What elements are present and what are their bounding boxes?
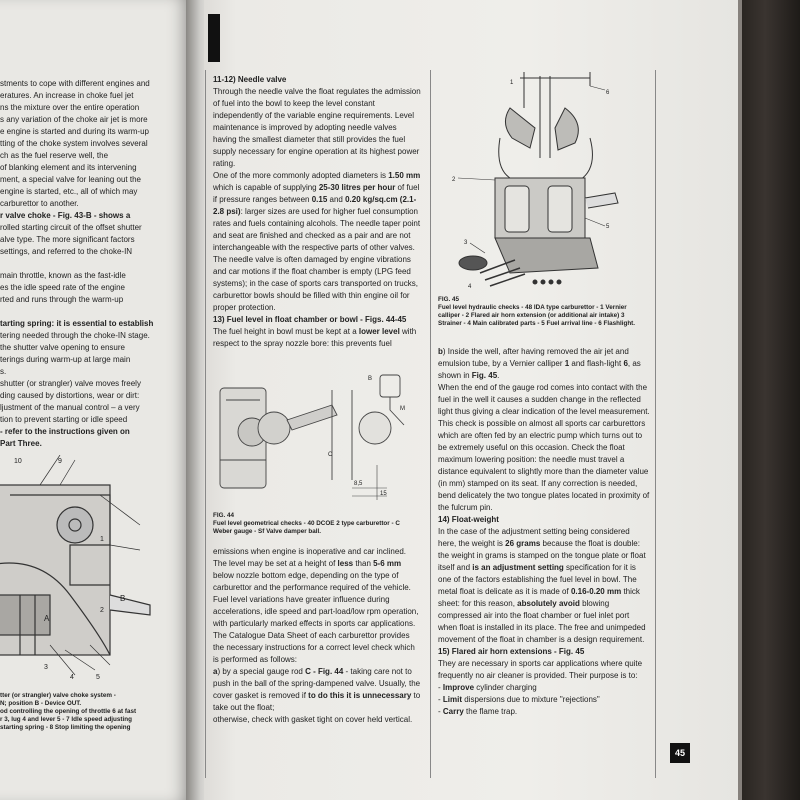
fig45-label: 1 [510,80,514,86]
paragraph: b) Inside the well, after having removed the air jet and emulsion tube, by a Vernier calliper 1 and flash-light 6, as shown in Fig. 45. [438,347,641,380]
fig44-label: M [400,406,405,412]
caption-line: starting spring - 8 Stop limiting the opening [0,724,131,731]
text-line: tering needed through the choke-IN stage. [0,331,150,340]
text-line: main throttle, known as the fast-idle [0,271,126,280]
diagram-label: 9 [58,458,62,465]
fig44-diagram [212,370,422,505]
text-line: ns the mixture over the entire operation [0,103,140,112]
caption-line: N; position B - Device OUT. [0,700,82,707]
text-line: tting of the choke system involves several [0,139,148,148]
text-line: tion to prevent starting or idle speed [0,415,128,424]
bullet-item: - Limit dispersions due to mixture "rejections" [438,695,600,704]
section-heading: 15) Flared air horn extensions - Fig. 45 [438,647,585,656]
fig45-diagram [440,68,650,298]
paragraph: The fuel height in bowl must be kept at a lower level with respect to the spray nozzle bore: this prevents fuel [213,327,417,348]
figure-caption-text: Fuel level hydraulic checks - 48 IDA type carburettor - 1 Vernier calliper - 2 Flared air horn extension (or additional air intake) 3 Strainer - 4 Main calibrated parts - 5 Fuel arrival line - 6 Flashlight. [438,304,636,327]
bullet-item: - Carry the flame trap. [438,707,518,716]
section-tab [208,14,220,62]
text-line: rted and runs through the warm-up [0,295,124,304]
paragraph: One of the more commonly adopted diameters is 1.50 mm which is capable of supplying 25-30 litres per hour of fuel if pressure ranges between 0.15 and 0.20 kg/sq.cm (2.1-2.8 psi): larger sizes are used for higher fuel consumption rates and fuels containing alcohols. The needle taper point and seat are finished and checked as a pair and are not interchangeable with the respective parts of other valves. The needle valve is often damaged by engine vibrations and car motions if the float chamber is empty (LPG feed systems); in the case of sports cars transported on trucks, carburettor bowls should be filled with thin engine oil for proper protection. [213,171,421,312]
text-line: e engine is started and during its warm-up [0,127,149,136]
text-column-1-lower [213,546,421,726]
column-rule [205,70,206,778]
fig45-caption [438,296,648,328]
left-figure-caption [0,692,136,732]
paragraph: otherwise, check with gasket tight on cover held vertical. [213,715,413,724]
binder-edge [742,0,800,800]
left-page [0,0,190,800]
diagram-label: 10 [14,458,22,465]
paragraph: They are necessary in sports car applications where quite frequently no air cleaner is provided. Their purpose is to: [438,659,643,680]
fig45-label: 2 [452,177,456,183]
fig44-label: 8,5 [354,481,363,487]
text-line: settings, and referred to the choke-IN [0,247,133,256]
text-line: engine is started, etc., all of which may [0,187,138,196]
figure-title: FIG. 45 [438,296,459,303]
text-line [0,258,180,270]
text-column-2 [438,346,650,718]
bullet-item: - Improve cylinder charging [438,683,537,692]
text-line: of blanking element and its intervening [0,163,137,172]
caption-line: od controlling the opening of throttle 6 at fast [0,708,137,715]
diagram-label: A [44,614,50,623]
text-line: Part Three. [0,439,42,448]
fig44-label: 15 [380,491,387,497]
text-line: ch as the fuel reserve well, the [0,151,109,160]
fig45-label: 6 [606,90,610,96]
text-line: ljustment of the manual control – a very [0,403,140,412]
text-line: eratures. An increase in choke fuel jet [0,91,134,100]
text-line: alve type. The more significant factors [0,235,135,244]
fig44-caption [213,512,418,536]
fig44-label: C [328,452,333,458]
text-line: shutter (or strangler) valve moves freely [0,379,141,388]
paragraph: In the case of the adjustment setting being considered here, the weight is 26 grams because the float is double: the weight in grams is stamped on the tongue plate or float itself and is an adjustment setting specification for it is one of the factors establishing the fuel level in bowl. The metal float is delicate as it is made of 0.16-0.20 mm thick sheet: for this reason, absolutely avoid blowing compressed air into the float chamber or fuel inlet port when float is installed in its place. The free and unimpeded movement of the float in chamber is a design requirement. [438,527,646,644]
choke-system-diagram [0,455,190,680]
fig44-label: B [368,376,373,382]
figure-caption-text: Fuel level geometrical checks - 40 DCOE 2 type carburettor - C Weber gauge - Sf Valve damper ball. [213,520,400,535]
text-line: stments to cope with different engines and [0,79,150,88]
fig45-label: 3 [464,240,468,246]
paragraph: emissions when engine is inoperative and car inclined. The level may be set at a height of less than 5-6 mm below nozzle bottom edge, depending on the type of carburettor and the performance required of the vehicle. Fuel level variations have greater influence during accelerations, idle speed and part-load/low rpm operation, with particularly marked effects in sports car applications. The Catalogue Data Sheet of each carburettor provides the necessary instructions for a correct level check which is performed as follows: [213,547,419,664]
diagram-label: 2 [100,607,104,614]
text-line: rolled starting circuit of the offset shutter [0,223,142,232]
paragraph: a) by a special gauge rod C - Fig. 44 - taking care not to push in the ball of the spring-dampened valve. Usually, the cover gasket is removed if to do this it is unnecessary to take out the float; [213,667,421,712]
column-rule [655,70,656,778]
text-line: s any variation of the choke air jet is more [0,115,148,124]
diagram-label: 1 [100,536,104,543]
text-line [0,306,180,318]
text-line: s. [0,367,7,376]
text-column-1 [213,74,421,350]
left-page-text [0,78,180,450]
text-line: ding caused by distortions, wear or dirt: [0,391,140,400]
text-line: the shutter valve opening to ensure [0,343,125,352]
section-heading: 13) Fuel level in float chamber or bowl - Figs. 44-45 [213,315,407,324]
text-line: tarting spring: it is essential to establish [0,319,154,328]
column-rule [430,70,431,778]
text-line: r valve choke - Fig. 43-B - shows a [0,211,131,220]
fig45-label: 4 [468,284,472,290]
text-line: - refer to the instructions given on [0,427,130,436]
caption-line: r 3, lug 4 and lever 5 - 7 Idle speed adjusting [0,716,132,723]
diagram-label: B [120,594,126,603]
paragraph: When the end of the gauge rod comes into contact with the fuel in the well it causes a sudden change in the reflected light thus giving a clear indication of the level measurement. This check is possible on almost all sports car carburettors which are often fed by an electric pump which turns out to be extremely useful on this occasion. Check the float maximum lowering position: the needle must travel a distance equivalent to slightly more than the diameter value (in mm) stamped on its seat. If any correction is needed, bend delicately the two tongue plates located in proximity of the fulcrum pin. [438,383,650,512]
text-line: terings during warm-up at large main [0,355,131,364]
caption-line: tter (or strangler) valve choke system - [0,692,116,699]
page-number: 45 [670,743,690,763]
diagram-label: 3 [44,664,48,671]
diagram-label: 5 [96,674,100,680]
section-heading: 11-12) Needle valve [213,75,287,84]
diagram-label: 4 [70,674,74,680]
text-line: es the idle speed rate of the engine [0,283,125,292]
fig45-label: 5 [606,224,610,230]
text-line: carburettor to another. [0,199,79,208]
text-line: ment, a special valve for leaning out the [0,175,141,184]
section-heading: 14) Float-weight [438,515,499,524]
figure-title: FIG. 44 [213,512,234,519]
paragraph: Through the needle valve the float regulates the admission of fuel into the bowl to keep the level constant independently of the variable engine requirements. Level maintenance is improved by adopting needle valves having the smallest diameter that still provides the fuel supply necessary for engine operation at its highest power rating. [213,87,421,168]
